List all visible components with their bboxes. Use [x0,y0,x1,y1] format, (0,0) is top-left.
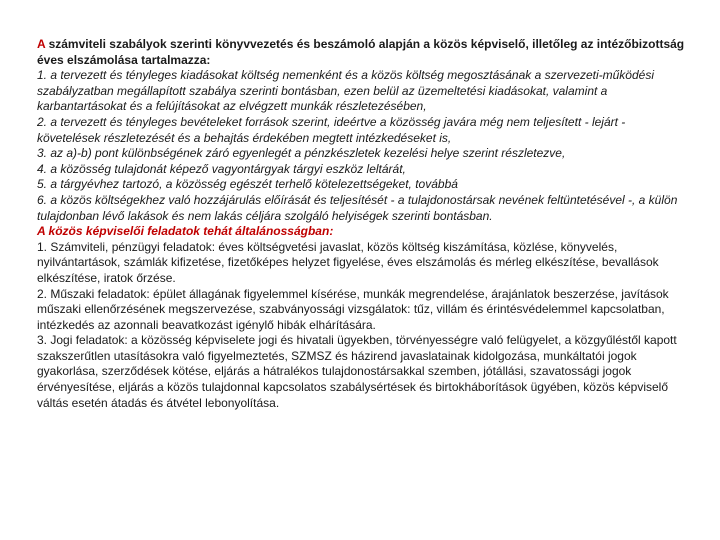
section2-list [37,240,687,412]
section1-item-1: 1. a tervezett és tényleges kiadásokat költség nemenként és a közös költség megosztásának a szervezeti-működési szabályzatban megállapított szabálya szerinti bontásban, ezen belül az üzemeltetési kiadásokat, valamint a karbantartásokat és a felújításokat az elvégzett munkák részletezésében, [37,68,654,114]
section1-item-2: 2. a tervezett és tényleges bevételeket források szerint, ideértve a közösség javára még nem teljesített - lejárt - követelések részletezését és a behajtás érdekében megtett intézkedéseket is, [37,114,626,145]
document-body [37,37,687,411]
section1-list [37,68,687,224]
section1-item-4: 4. a közösség tulajdonát képező vagyontárgyak tárgyi eszköz leltárát, [37,161,406,176]
section1-item-3: 3. az a)-b) pont különbségének záró egyenlegét a pénzkészletek kezelési helye szerint részletezve, [37,146,566,161]
section1-heading-initial: A [37,37,46,51]
section1-item-6: 6. a közös költségekhez való hozzájárulás előírását és teljesítését - a tulajdonostársak nevének feltüntetésével -, a külön tulajdonban lévő lakások és nem lakás céljára szolgáló helyiségek szerinti bontásban. [37,192,678,223]
section2-item-2: 2. Műszaki feladatok: épület állagának figyelemmel kísérése, munkák megrendelése, árajánlatok beszerzése, javítások műszaki ellenőrzésének megszervezése, szabványossági vizsgálatok: tűz, villám és érintésvédelemmel kapcsolatban, intézkedés az azonnali beavatkozást igénylő hibák elhárítására. [37,286,669,332]
section1-heading [37,37,687,68]
section1-item-5: 5. a tárgyévhez tartozó, a közösség egészét terhelő kötelezettségeket, továbbá [37,177,458,192]
section2-item-1: 1. Számviteli, pénzügyi feladatok: éves költségvetési javaslat, közös költség kiszámítása, közlése, könyvelés, nyilvántartások, számlák kifizetése, fizetőképes helyzet figyelése, éves elszámolás és mérleg elkészítése, bevallások elkészítése, iratok őrzése. [37,239,659,285]
section2-heading: A közös képviselői feladatok tehát általánosságban: [37,224,334,239]
section2-item-3: 3. Jogi feladatok: a közösség képviselete jogi és hivatali ügyekben, törvényességre való felügyelet, a közgyűléstől kapott szakszerűtlen utasításokra való figyelmeztetés, SZMSZ és házirend javaslatainak kidolgozása, munkáltatói jogok gyakorlása, szerződések kötése, eljárás a hátralékos tulajdonostársakkal szemben, jótállási, szavatossági jogok érvényesítése, eljárás a közös tulajdonnal kapcsolatos szabálysértések és birtokháborítások ügyében, közös képviselő váltás esetén átadás és átvétel lebonyolítása. [37,333,677,410]
section1-heading-text: számviteli szabályok szerinti könyvvezetés és beszámoló alapján a közös képviselő, illetőleg az intézőbizottság éves elszámolása tartalmazza: [37,37,685,67]
